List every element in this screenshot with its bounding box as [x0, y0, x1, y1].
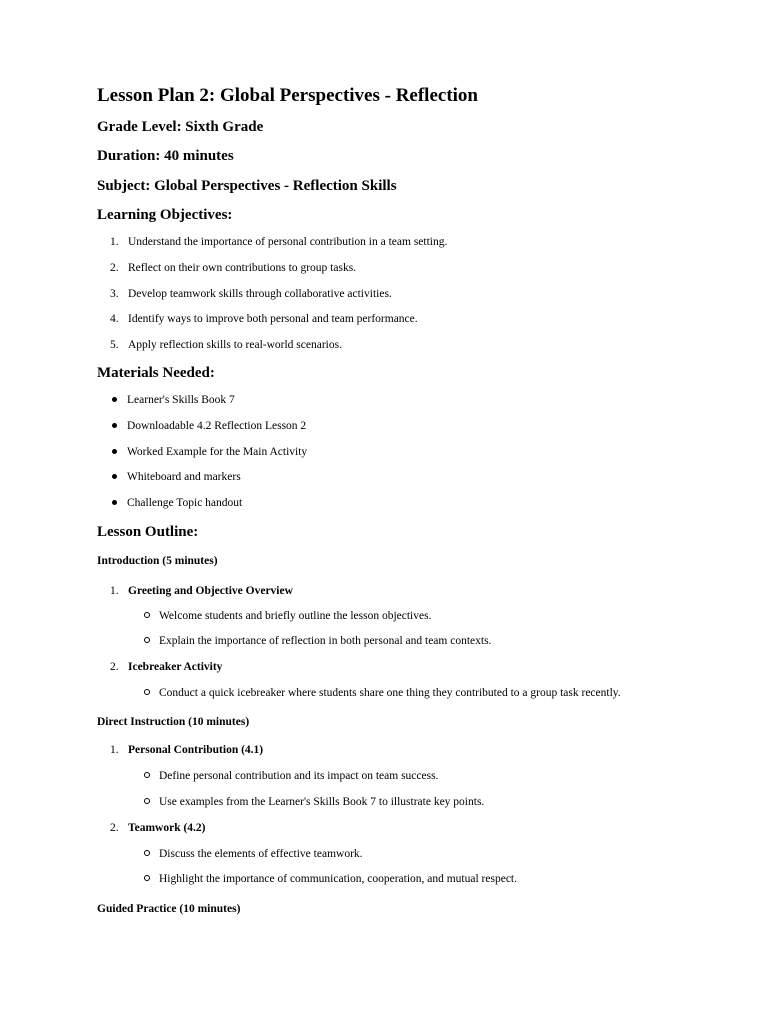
outline-point: Use examples from the Learner's Skills Book 7 to illustrate key points. — [144, 796, 484, 808]
circle-bullet-icon — [144, 798, 150, 804]
introduction-heading: Introduction (5 minutes) — [97, 555, 218, 567]
outline-point: Explain the importance of reflection in both personal and team contexts. — [144, 635, 491, 647]
materials-heading: Materials Needed: — [97, 365, 215, 381]
duration: Duration: 40 minutes — [97, 148, 234, 164]
objective-item: 3. Develop teamwork skills through collaborative activities. — [110, 288, 392, 300]
bullet-icon — [112, 449, 117, 454]
subject: Subject: Global Perspectives - Reflection Skills — [97, 178, 397, 194]
circle-bullet-icon — [144, 612, 150, 618]
material-item: Worked Example for the Main Activity — [112, 446, 307, 458]
guided-practice-heading: Guided Practice (10 minutes) — [97, 903, 241, 915]
circle-bullet-icon — [144, 689, 150, 695]
outline-step: 1. Greeting and Objective Overview — [110, 585, 293, 597]
objective-item: 4. Identify ways to improve both personal and team performance. — [110, 313, 418, 325]
objective-item: 2. Reflect on their own contributions to group tasks. — [110, 262, 357, 274]
outline-heading: Lesson Outline: — [97, 524, 199, 540]
circle-bullet-icon — [144, 850, 150, 856]
direct-instruction-heading: Direct Instruction (10 minutes) — [97, 716, 250, 728]
objective-item: 5. Apply reflection skills to real-world scenarios. — [110, 339, 342, 351]
bullet-icon — [112, 500, 117, 505]
material-item: Whiteboard and markers — [112, 471, 241, 483]
bullet-icon — [112, 474, 117, 479]
outline-point: Discuss the elements of effective teamwork. — [144, 848, 363, 860]
material-item: Downloadable 4.2 Reflection Lesson 2 — [112, 420, 306, 432]
outline-point: Welcome students and briefly outline the lesson objectives. — [144, 610, 431, 622]
document-title: Lesson Plan 2: Global Perspectives - Reflection — [97, 85, 479, 106]
bullet-icon — [112, 397, 117, 402]
outline-point: Define personal contribution and its impact on team success. — [144, 770, 438, 782]
objective-item: 1. Understand the importance of personal contribution in a team setting. — [110, 236, 448, 248]
outline-step: 2. Icebreaker Activity — [110, 661, 223, 673]
circle-bullet-icon — [144, 772, 150, 778]
material-item: Learner's Skills Book 7 — [112, 394, 235, 406]
circle-bullet-icon — [144, 875, 150, 881]
objectives-heading: Learning Objectives: — [97, 207, 233, 223]
outline-point: Highlight the importance of communication, cooperation, and mutual respect. — [144, 873, 517, 885]
outline-step: 1. Personal Contribution (4.1) — [110, 744, 264, 756]
bullet-icon — [112, 423, 117, 428]
material-item: Challenge Topic handout — [112, 497, 242, 509]
grade-level: Grade Level: Sixth Grade — [97, 119, 264, 135]
circle-bullet-icon — [144, 637, 150, 643]
outline-step: 2. Teamwork (4.2) — [110, 822, 206, 834]
outline-point: Conduct a quick icebreaker where students share one thing they contributed to a group task recently. — [144, 687, 621, 699]
